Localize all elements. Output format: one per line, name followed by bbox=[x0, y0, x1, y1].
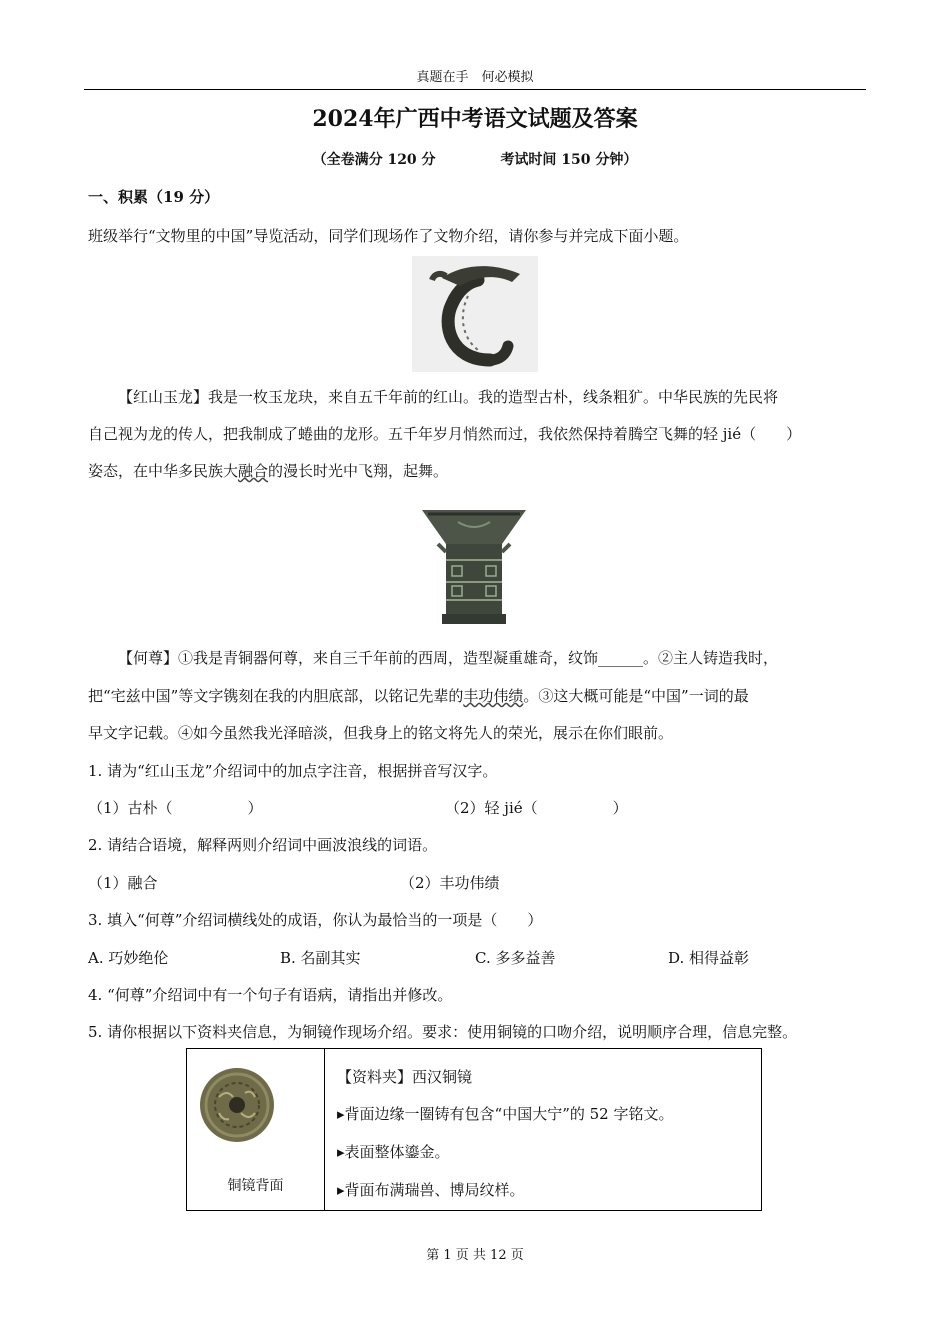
exam-time: 考试时间 150 分钟） bbox=[500, 152, 638, 168]
question-2-b: （2）丰功伟绩 bbox=[400, 874, 500, 892]
jade-text-3a: 姿态，在中华多民族大 bbox=[88, 462, 239, 480]
bronze-mirror-image bbox=[199, 1067, 275, 1143]
option-a: A. 巧妙绝伦 bbox=[88, 949, 169, 967]
question-1: 1. 请为“红山玉龙”介绍词中的加点字注音，根据拼音写汉字。 bbox=[88, 762, 498, 780]
question-2-a: （1）融合 bbox=[88, 874, 158, 892]
box-item: ▸表面整体鎏金。 bbox=[337, 1143, 450, 1161]
question-2: 2. 请结合语境，解释两则介绍词中画波浪线的词语。 bbox=[88, 836, 438, 854]
question-5: 5. 请你根据以下资料夹信息，为铜镜作现场介绍。要求：使用铜镜的口吻介绍，说明顺序合理，信息完整。 bbox=[88, 1023, 798, 1041]
jade-dragon-image bbox=[412, 256, 538, 372]
page-footer: 第 1 页 共 12 页 bbox=[426, 1248, 524, 1263]
info-box bbox=[186, 1048, 762, 1211]
zun-text-2a: 把“宅兹中国”等文字镌刻在我的内胆底部，以铭记先辈的 bbox=[88, 687, 464, 705]
wavy-word-ronghe: 融合 bbox=[238, 462, 269, 480]
question-1-a: （1）古朴（ ） bbox=[88, 799, 263, 817]
jade-text-1: 我是一枚玉龙玦，来自五千年前的红山。我的造型古朴，线条粗犷。中华民族的先民将 bbox=[208, 388, 779, 406]
zun-line-3: 早文字记载。④如今虽然我光泽暗淡，但我身上的铭文将先人的荣光，展示在你们眼前。 bbox=[88, 724, 674, 742]
jade-tag: 【红山玉龙】 bbox=[118, 388, 209, 406]
box-item: ▸背面布满瑞兽、博局纹样。 bbox=[337, 1181, 525, 1199]
option-b: B. 名副其实 bbox=[280, 949, 361, 967]
box-divider bbox=[324, 1049, 325, 1210]
page-title: 2024年广西中考语文试题及答案 bbox=[312, 106, 638, 132]
he-zun-image bbox=[418, 500, 530, 628]
question-3: 3. 填入“何尊”介绍词横线处的成语，你认为最恰当的一项是（ ） bbox=[88, 911, 543, 929]
jade-text-3b: 的漫长时光中飞翔，起舞。 bbox=[268, 462, 449, 480]
section-heading: 一、积累（19 分） bbox=[88, 188, 220, 206]
jade-line-2: 自己视为龙的传人，把我制成了蜷曲的龙形。五千年岁月悄然而过，我依然保持着腾空飞舞的轻 jié（ ） bbox=[88, 425, 802, 443]
page-header: 真题在手 何必模拟 bbox=[416, 70, 534, 85]
box-title: 【资料夹】西汉铜镜 bbox=[337, 1068, 473, 1086]
box-item: ▸背面边缘一圈铸有包含“中国大宁”的 52 字铭文。 bbox=[337, 1105, 674, 1123]
zun-text-2b: 。③这大概可能是“中国”一词的最 bbox=[523, 687, 749, 705]
section-intro: 班级举行“文物里的中国”导览活动，同学们现场作了文物介绍，请你参与并完成下面小题。 bbox=[88, 227, 689, 245]
exam-info bbox=[0, 149, 950, 169]
full-score: （全卷满分 120 分 bbox=[312, 152, 436, 168]
question-4: 4. “何尊”介绍词中有一个句子有语病，请指出并修改。 bbox=[88, 986, 453, 1004]
zun-line-2 bbox=[88, 685, 749, 706]
question-1-b: （2）轻 jié（ ） bbox=[445, 799, 628, 817]
jade-line-1 bbox=[118, 386, 778, 407]
option-d: D. 相得益彰 bbox=[668, 949, 750, 967]
zun-text-1: ①我是青铜器何尊，来自三千年前的西周，造型凝重雄奇，纹饰______。②主人铸造我时， bbox=[178, 649, 779, 667]
zun-tag: 【何尊】 bbox=[118, 649, 179, 667]
jade-line-3 bbox=[88, 460, 448, 481]
wavy-word-fenggong: 丰功伟绩 bbox=[463, 687, 524, 705]
zun-line-1 bbox=[118, 647, 778, 668]
mirror-caption: 铜镜背面 bbox=[227, 1178, 284, 1194]
header-rule bbox=[84, 89, 866, 90]
option-c: C. 多多益善 bbox=[475, 949, 556, 967]
